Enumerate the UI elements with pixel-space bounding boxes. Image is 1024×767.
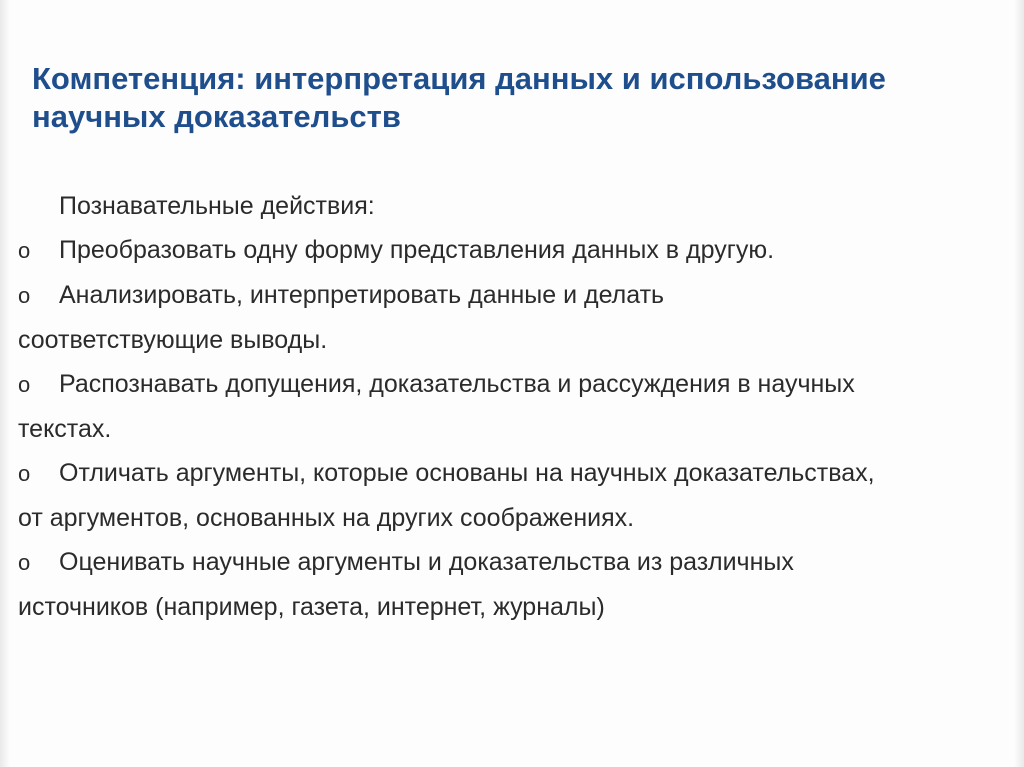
list-item-text: Отличать аргументы, которые основаны на научных доказательствах, bbox=[59, 459, 875, 487]
list-item-text-continued: от аргументов, основанных на других соображениях. bbox=[18, 504, 635, 532]
list-item bbox=[18, 362, 1018, 451]
list-item-text: Оценивать научные аргументы и доказательства из различных bbox=[59, 548, 794, 576]
bullet-icon: o bbox=[18, 238, 31, 263]
bullet-icon: o bbox=[18, 372, 31, 397]
list-item-text: Анализировать, интерпретировать данные и делать bbox=[59, 281, 665, 309]
bullet-icon: o bbox=[18, 461, 31, 486]
bullet-icon: o bbox=[18, 283, 31, 308]
list-item-text: Преобразовать одну форму представления данных в другую. bbox=[59, 236, 775, 264]
slide-body bbox=[18, 184, 1018, 629]
list-item bbox=[18, 540, 1018, 629]
list-item bbox=[18, 451, 1018, 540]
list-item-text-continued: текстах. bbox=[18, 415, 112, 443]
list-item-text: Распознавать допущения, доказательства и рассуждения в научных bbox=[59, 370, 855, 398]
slide-title bbox=[32, 60, 1012, 136]
intro-text: Познавательные действия: bbox=[59, 192, 375, 220]
list-item-text-continued: источников (например, газета, интернет, журналы) bbox=[18, 593, 605, 621]
list-item-text-continued: соответствующие выводы. bbox=[18, 326, 328, 354]
slide-title-line-1: Компетенция: интерпретация данных и использование bbox=[32, 61, 886, 96]
list-item bbox=[18, 228, 1018, 273]
list-item bbox=[18, 273, 1018, 362]
slide-title-line-2: научных доказательств bbox=[32, 99, 401, 134]
bullet-icon: o bbox=[18, 550, 31, 575]
